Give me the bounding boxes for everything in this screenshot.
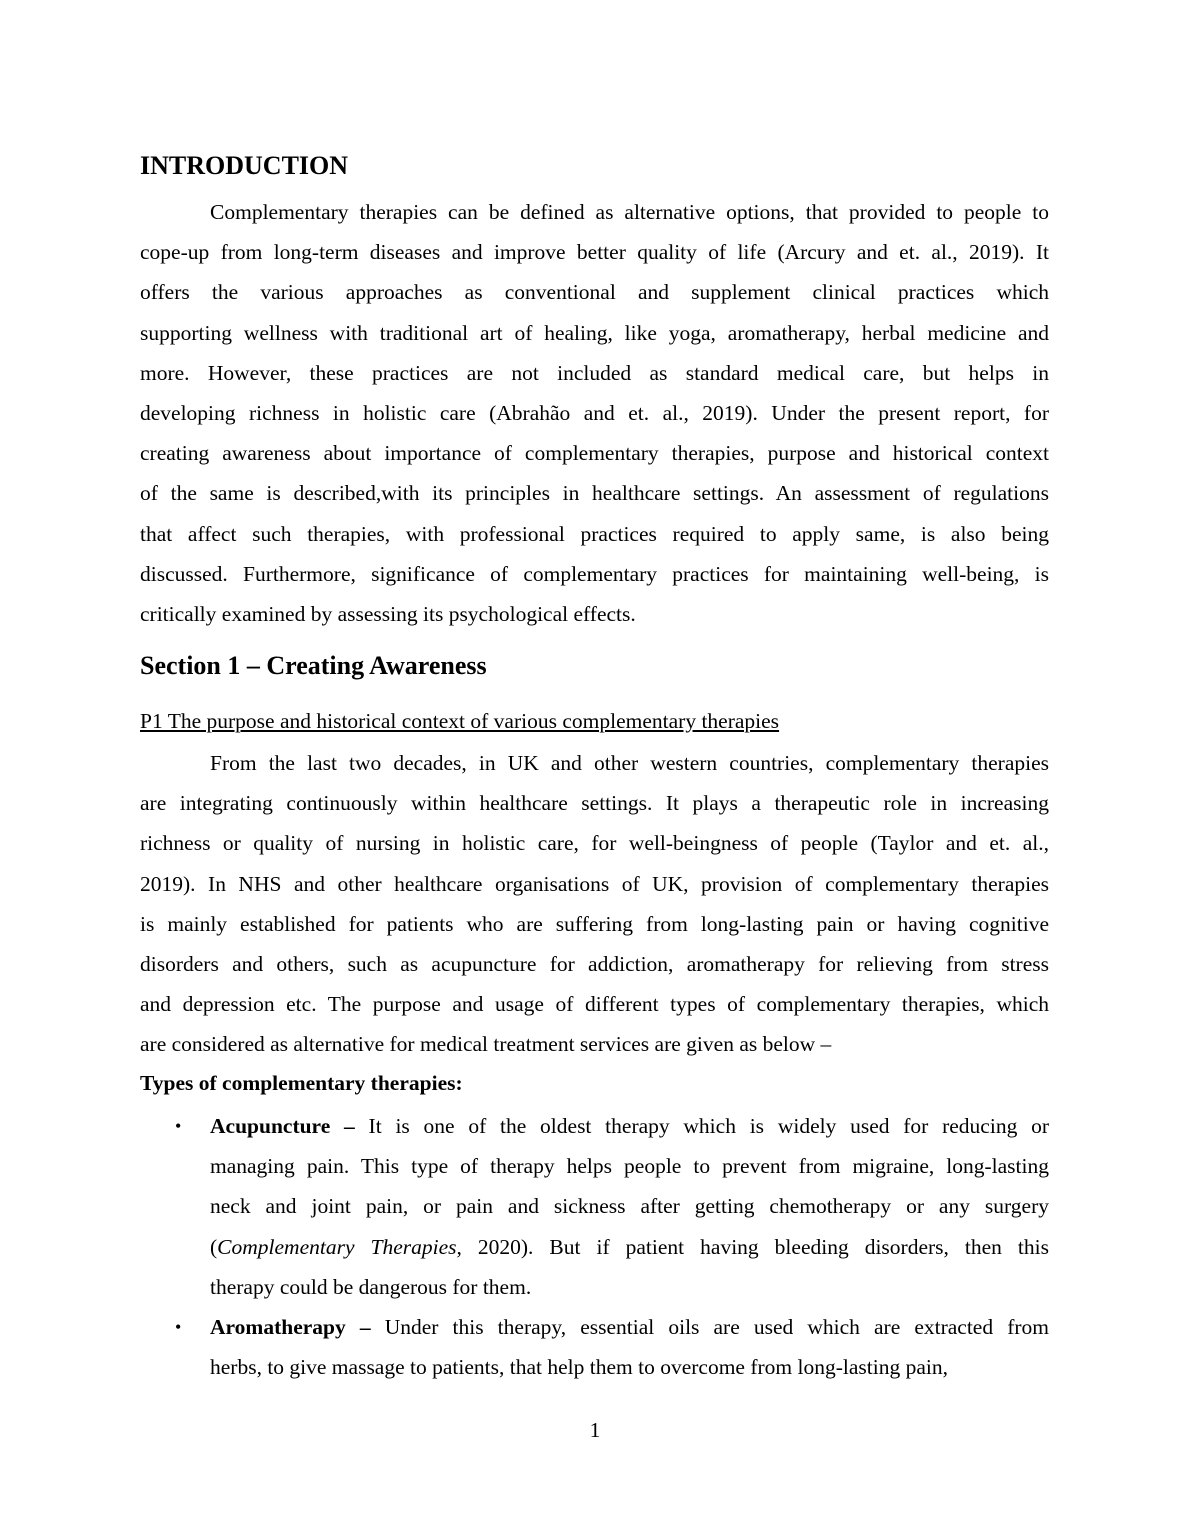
bullet-text: It is one of the oldest therapy which is widely used for reducing or <box>354 1114 1049 1138</box>
citation-title: Complementary Therapies <box>217 1234 457 1259</box>
bullet-line <box>210 1227 1049 1267</box>
section-paragraph <box>140 743 1049 1065</box>
subsection-heading: P1 The purpose and historical context of various complementary therapies <box>140 709 780 733</box>
paragraph-line: discussed. Furthermore, significance of complementary practices for maintaining well-being, is <box>140 561 1049 586</box>
paragraph-line: creating awareness about importance of complementary therapies, purpose and historical context <box>140 441 1049 466</box>
bullet-text: neck and joint pain, or pain and sickness after getting chemotherapy or any surgery <box>210 1194 1049 1219</box>
bullet-icon: • <box>175 1316 182 1337</box>
bullet-text: therapy could be dangerous for them. <box>210 1274 532 1299</box>
section-heading: Section 1 – Creating Awareness <box>140 651 487 680</box>
bullet-item <box>175 1106 1049 1307</box>
paragraph-line: are integrating continuously within healthcare settings. It plays a therapeutic role in increasing <box>140 791 1049 816</box>
bullet-text: managing pain. This type of therapy helps people to prevent from migraine, long-lasting <box>210 1154 1049 1179</box>
paragraph-line: of the same is described,with its principles in healthcare settings. An assessment of regulations <box>140 481 1049 506</box>
paragraph-line: disorders and others, such as acupuncture for addiction, aromatherapy for relieving from stress <box>140 951 1049 976</box>
therapy-bullet-list <box>175 1106 1049 1387</box>
paragraph-line: 2019). In NHS and other healthcare organisations of UK, provision of complementary therapies <box>140 871 1049 896</box>
bullet-icon: • <box>175 1116 182 1136</box>
bullet-line <box>210 1186 1049 1226</box>
therapy-name: Aromatherapy – <box>210 1314 371 1339</box>
paragraph-line: critically examined by assessing its psychological effects. <box>140 601 636 626</box>
paragraph-line: more. However, these practices are not included as standard medical care, but helps in <box>140 360 1049 385</box>
paragraph-line: supporting wellness with traditional art of healing, like yoga, aromatherapy, herbal medicine and <box>140 320 1049 345</box>
intro-paragraph <box>140 192 1049 634</box>
paragraph-line: developing richness in holistic care (Abrahão and et. al., 2019). Under the present report, for <box>140 400 1049 425</box>
intro-heading: INTRODUCTION <box>140 151 349 180</box>
page-number: 1 <box>589 1418 601 1442</box>
bullet-line <box>210 1347 1049 1387</box>
paragraph-line: offers the various approaches as conventional and supplement clinical practices which <box>140 280 1049 305</box>
types-heading: Types of complementary therapies: <box>140 1071 463 1095</box>
bullet-item <box>175 1307 1049 1387</box>
paragraph-line: cope-up from long-term diseases and improve better quality of life (Arcury and et. al., 2019). It <box>140 240 1049 265</box>
bullet-text: ( <box>210 1234 218 1259</box>
bullet-line <box>210 1307 1049 1347</box>
paragraph-line: that affect such therapies, with professional practices required to apply same, is also being <box>140 521 1049 546</box>
bullet-text: Under this therapy, essential oils are used which are extracted from <box>370 1314 1049 1339</box>
paragraph-line: Complementary therapies can be defined as alternative options, that provided to people to <box>210 200 1049 224</box>
bullet-text: herbs, to give massage to patients, that help them to overcome from long-lasting pain, <box>210 1355 948 1380</box>
bullet-line <box>210 1146 1049 1186</box>
bullet-line <box>210 1267 1049 1307</box>
paragraph-line: is mainly established for patients who are suffering from long-lasting pain or having cognitive <box>140 911 1049 936</box>
therapy-name: Acupuncture – <box>210 1114 355 1138</box>
paragraph-line: From the last two decades, in UK and other western countries, complementary therapies <box>210 751 1049 775</box>
paragraph-line: richness or quality of nursing in holistic care, for well-beingness of people (Taylor and et. al., <box>140 831 1049 856</box>
paragraph-line: and depression etc. The purpose and usage of different types of complementary therapies, which <box>140 992 1049 1017</box>
bullet-line <box>210 1106 1049 1146</box>
paragraph-line: are considered as alternative for medical treatment services are given as below – <box>140 1032 832 1057</box>
bullet-text: , 2020). But if patient having bleeding disorders, then this <box>456 1234 1049 1259</box>
